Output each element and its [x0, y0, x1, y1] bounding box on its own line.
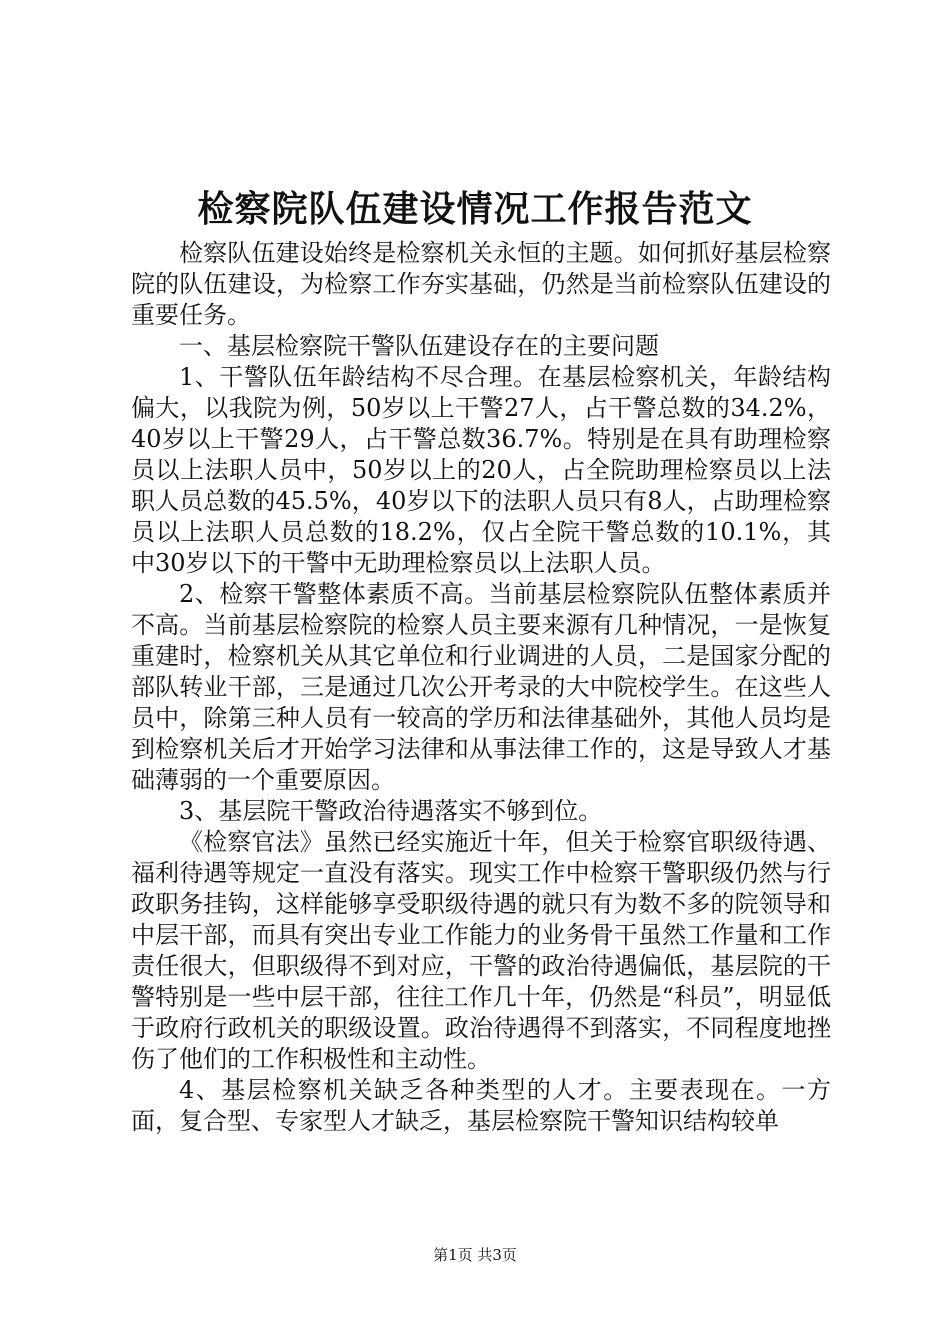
document-title: 检察院队伍建设情况工作报告范文: [197, 189, 753, 230]
page-number-footer: 第1页 共3页: [433, 1246, 517, 1264]
paragraph-age-structure: 1、干警队伍年龄结构不尽合理。在基层检察机关，年龄结构偏大，以我院为例，50岁以上干警27人，占干警总数的34.2%，40岁以上干警29人，占干警总数36.7%。特别是在具有助理检察员以上法职人员中，50岁以上的20人，占全院助理检察员以上法职人员总数的45.5%，40岁以下的法职人员只有8人，占助理检察员以上法职人员总数的18.2%，仅占全院干警总数的10.1%，其中30岁以下的干警中无助理检察员以上法职人员。: [131, 363, 831, 577]
paragraph-intro: 检察队伍建设始终是检察机关永恒的主题。如何抓好基层检察院的队伍建设，为检察工作夯实基础，仍然是当前检察队伍建设的重要任务。: [131, 239, 831, 329]
paragraph-overall-quality: 2、检察干警整体素质不高。当前基层检察院队伍整体素质并不高。当前基层检察院的检察人员主要来源有几种情况，一是恢复重建时，检察机关从其它单位和行业调进的人员，二是国家分配的部队转业干部，三是通过几次公开考录的大中院校学生。在这些人员中，除第三种人员有一较高的学历和法律基础外，其他人员均是到检察机关后才开始学习法律和从事法律工作的，这是导致人才基础薄弱的一个重要原因。: [131, 580, 831, 794]
paragraph-talent-shortage: 4、基层检察机关缺乏各种类型的人才。主要表现在。一方面，复合型、专家型人才缺乏，基层检察院干警知识结构较单: [131, 1076, 831, 1135]
section-heading-1: 一、基层检察院干警队伍建设存在的主要问题: [179, 332, 659, 360]
document-body: [131, 238, 831, 1137]
paragraph-political-treatment-heading: 3、基层院干警政治待遇落实不够到位。: [179, 797, 603, 825]
paragraph-prosecutors-law: 《检察官法》虽然已经实施近十年，但关于检察官职级待遇、福利待遇等规定一直没有落实。现实工作中检察干警职级仍然与行政职务挂钩，这样能够享受职级待遇的就只有为数不多的院领导和中层干部，而具有突出专业工作能力的业务骨干虽然工作量和工作责任很大，但职级得不到对应，干警的政治待遇偏低，基层院的干警特别是一些中层干部，往往工作几十年，仍然是“科员”，明显低于政府行政机关的职级设置。政治待遇得不到落实，不同程度地挫伤了他们的工作积极性和主动性。: [131, 828, 831, 1073]
